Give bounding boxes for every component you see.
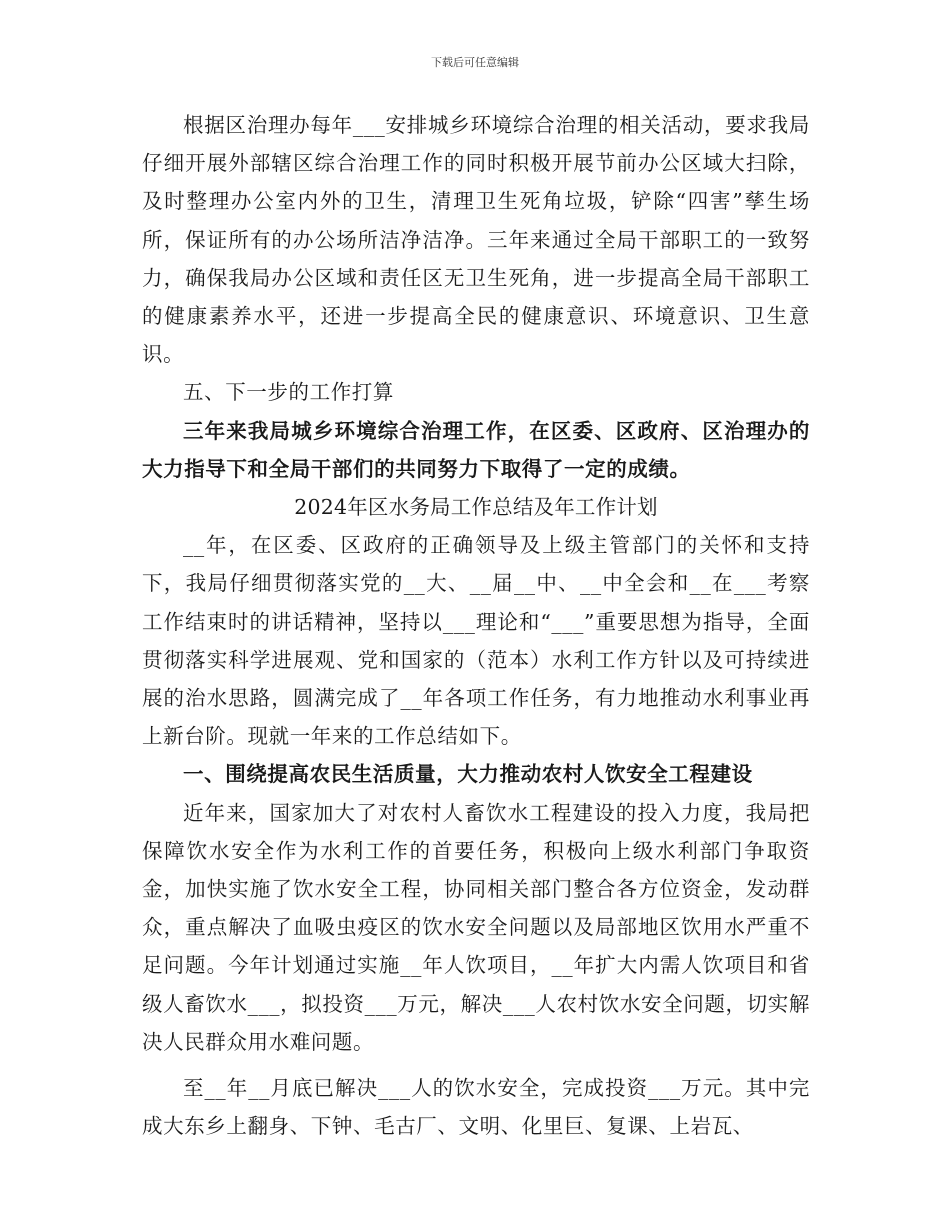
document-body: [142, 106, 810, 1145]
paragraph-intro: __年，在区委、区政府的正确领导及上级主管部门的关怀和支持下，我局仔细贯彻落实党的__大、__届__中、__中全会和__在___考察工作结束时的讲话精神，坚持以___理论和“___”重要思想为指导，全面贯彻落实科学进展观、党和国家的（范本）水利工作方针以及可持续进展的治水思路，圆满完成了__年各项工作任务，有力地推动水利事业再上新台阶。现就一年来的工作总结如下。: [142, 533, 810, 749]
paragraph-sanitation: 根据区治理办每年___安排城乡环境综合治理的相关活动，要求我局仔细开展外部辖区综合治理工作的同时积极开展节前办公区域大扫除，及时整理办公室内外的卫生，清理卫生死角垃圾，铲除“四害”孳生场所，保证所有的办公场所洁净洁净。三年来通过全局干部职工的一致努力，确保我局办公区域和责任区无卫生死角，进一步提高全局干部职工的健康素养水平，还进一步提高全民的健康意识、环境意识、卫生意识。: [142, 113, 810, 367]
section-heading-water-safety: 一、围绕提高农民生活质量，大力推动农村人饮安全工程建设: [183, 762, 753, 787]
paragraph-water-investment: 近年来，国家加大了对农村人畜饮水工程建设的投入力度，我局把保障饮水安全作为水利工作的首要任务，积极向上级水利部门争取资金，加快实施了饮水安全工程，协同相关部门整合各方位资金，发动群众，重点解决了血吸虫疫区的饮水安全问题以及局部地区饮用水严重不足问题。今年计划通过实施__年人饮项目，__年扩大内需人饮项目和省级人畜饮水___，拟投资___万元，解决___人农村饮水安全问题，切实解决人民群众用水难问题。: [142, 800, 810, 1054]
section-heading-next-steps: 五、下一步的工作打算: [183, 380, 394, 405]
paragraph-progress: 至__年__月底已解决___人的饮水安全，完成投资___万元。其中完成大东乡上翻身、下钟、毛古厂、文明、化里巨、复课、上岩瓦、: [142, 1076, 810, 1139]
document-title: 2024年区水务局工作总结及年工作计划: [294, 495, 658, 520]
header-note: 下载后可任意编辑: [431, 56, 519, 69]
paragraph-achievements: 三年来我局城乡环境综合治理工作，在区委、区政府、区治理办的大力指导下和全局干部们的共同努力下取得了一定的成绩。: [142, 418, 810, 481]
